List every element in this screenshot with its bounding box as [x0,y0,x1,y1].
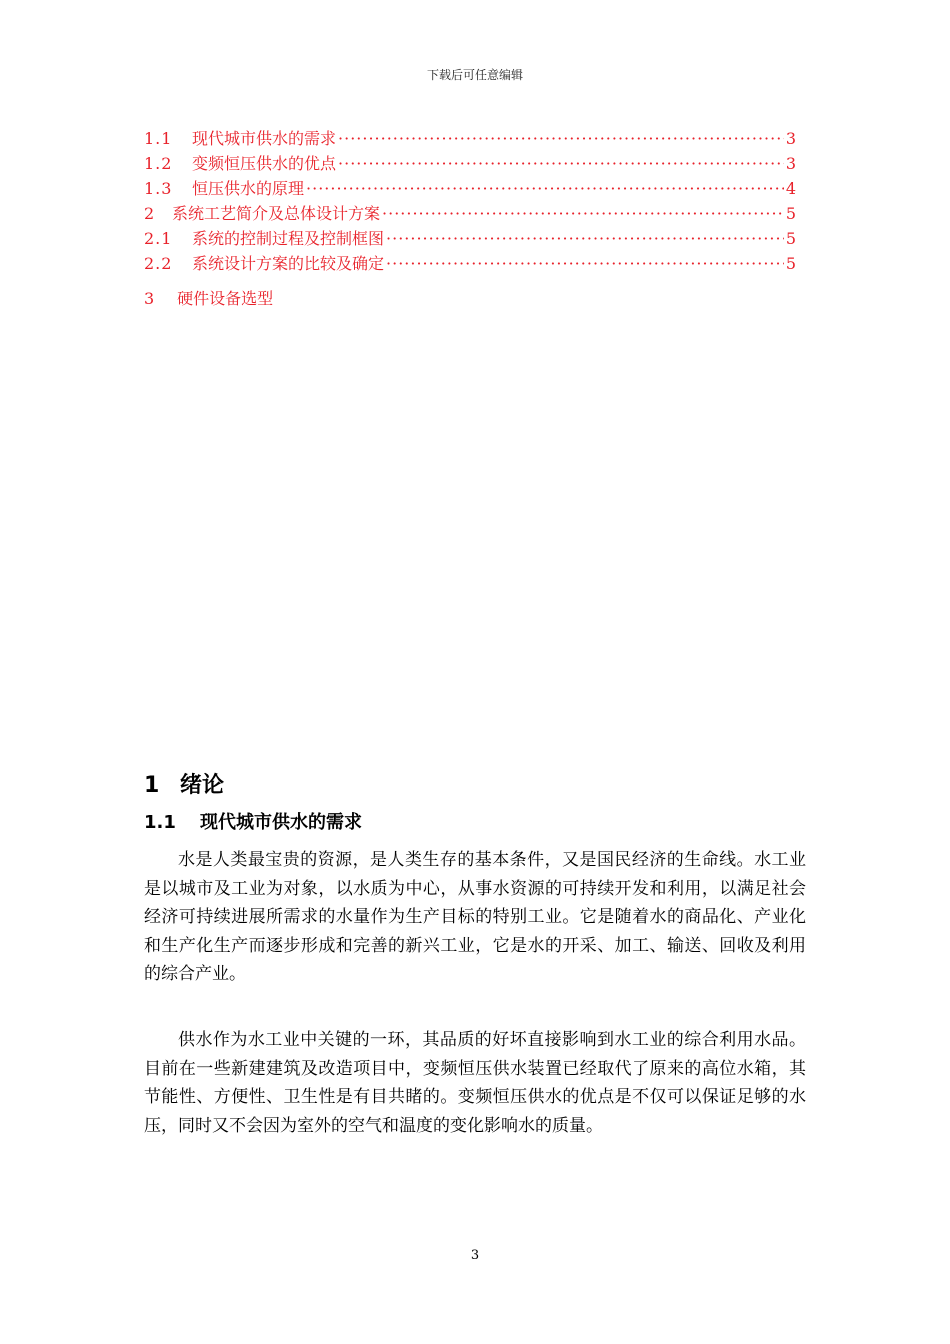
section-heading [144,768,224,799]
section-title: 绪论 [180,773,225,798]
toc-entry-number: 3 [144,289,156,308]
toc-entry[interactable] [144,151,796,176]
body-paragraph: 水是人类最宝贵的资源，是人类生存的基本条件，又是国民经济的生命线。水工业是以城市及工业为对象，以水质为中心，从事水资源的可持续开发和利用，以满足社会经济可持续进展所需求的水量作为生产目标的特别工业。它是随着水的商品化、产业化和生产化生产而逐步形成和完善的新兴工业，它是水的开采、加工、输送、回收及利用的综合产业。 [144,850,806,984]
toc-entry[interactable] [144,251,796,276]
toc-entry[interactable] [144,176,796,201]
toc-entry-page: 3 [785,129,796,148]
toc-entry-number: 1.1 [144,129,173,148]
toc-entry-number: 1.2 [144,154,173,173]
toc-entry[interactable] [144,201,796,226]
toc-leader-dots [386,251,784,276]
toc-leader-dots [338,126,784,151]
page-header: 下载后可任意编辑 [426,68,523,82]
toc-leader-dots [386,226,784,251]
section-number: 1 [144,773,160,798]
toc-entry-page: 5 [785,254,796,273]
toc-entry-number: 2.2 [144,254,173,273]
toc-entry-page: 5 [785,204,796,223]
table-of-contents [144,126,796,276]
toc-entry-number: 2.1 [144,229,173,248]
toc-entry-title: 系统工艺简介及总体设计方案 [172,204,381,223]
toc-leader-dots [382,201,784,226]
toc-entry[interactable] [144,126,796,151]
toc-entry-number: 2 [144,204,156,223]
subsection-heading [144,808,362,834]
toc-entry-number: 1.3 [144,179,173,198]
toc-entry-last[interactable] [144,286,273,309]
toc-entry-title: 变频恒压供水的优点 [192,154,337,173]
toc-entry[interactable] [144,226,796,251]
toc-entry-title: 硬件设备选型 [177,289,274,308]
toc-entry-title: 恒压供水的原理 [192,179,305,198]
toc-entry-title: 系统的控制过程及控制框图 [192,229,385,248]
toc-leader-dots [306,176,784,201]
toc-entry-title: 系统设计方案的比较及确定 [192,254,385,273]
toc-entry-page: 3 [785,154,796,173]
toc-entry-page: 4 [785,179,796,198]
toc-entry-title: 现代城市供水的需求 [192,129,337,148]
page-number: 3 [470,1248,480,1263]
toc-entry-page: 5 [785,229,796,248]
toc-leader-dots [338,151,784,176]
subsection-title: 现代城市供水的需求 [200,812,362,833]
body-paragraph: 供水作为水工业中关键的一环，其品质的好坏直接影响到水工业的综合利用水品。目前在一些新建建筑及改造项目中，变频恒压供水装置已经取代了原来的高位水箱，其节能性、方便性、卫生性是有目共睹的。变频恒压供水的优点是不仅可以保证足够的水压，同时又不会因为室外的空气和温度的变化影响水的质量。 [144,1030,806,1136]
subsection-number: 1.1 [144,812,176,833]
